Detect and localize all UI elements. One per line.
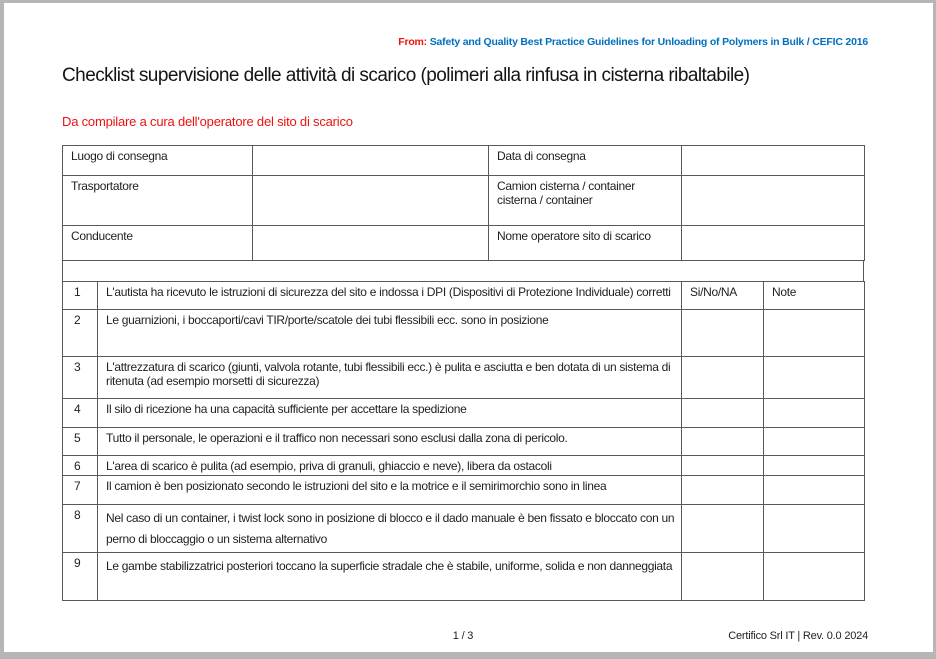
note-cell[interactable] [764,399,865,428]
table-row [63,456,865,476]
from-label: From: [398,36,427,48]
answer-cell[interactable] [682,310,764,357]
table-row [63,146,865,176]
info-label-conducente: Conducente [63,226,253,261]
row-description: Le gambe stabilizzatrici posteriori toccano la superficie stradale che è stabile, uniforme, solida e non danneggiata [98,553,682,601]
checklist-table [62,281,865,601]
footer-page-number: 1 / 3 [452,630,474,642]
source-reference-line [398,36,868,48]
info-label-camion-cisterna: Camion cisterna / container cisterna / container [489,176,682,226]
note-cell[interactable] [764,553,865,601]
info-label-nome-operatore: Nome operatore sito di scarico [489,226,682,261]
row-number: 5 [63,428,98,456]
info-value-camion-cisterna[interactable] [682,176,865,226]
answer-cell[interactable] [682,428,764,456]
row-description: Nel caso di un container, i twist lock sono in posizione di blocco e il dado manuale è ben fissato e bloccato con un perno di bloccaggio o un sistema alternativo [98,505,682,553]
table-row [63,310,865,357]
page-title: Checklist supervisione delle attività di scarico (polimeri alla rinfusa in cisterna ribaltabile) [62,65,750,86]
row-number: 4 [63,399,98,428]
answer-cell[interactable] [682,399,764,428]
note-header: Note [764,282,865,310]
row-number: 1 [63,282,98,310]
row-description: Il camion è ben posizionato secondo le istruzioni del sito e la motrice e il semirimorchio sono in linea [98,476,682,505]
info-value-nome-operatore[interactable] [682,226,865,261]
row-description: L'area di scarico è pulita (ad esempio, priva di granuli, ghiaccio e neve), libera da ostacoli [98,456,682,476]
spacer-row [62,261,864,281]
table-row [63,553,865,601]
note-cell[interactable] [764,476,865,505]
info-label-trasportatore: Trasportatore [63,176,253,226]
answer-cell[interactable] [682,553,764,601]
answer-cell[interactable] [682,505,764,553]
table-row [63,357,865,399]
row-description: Le guarnizioni, i boccaporti/cavi TIR/porte/scatole dei tubi flessibili ecc. sono in posizione [98,310,682,357]
answer-cell[interactable] [682,476,764,505]
table-row [63,226,865,261]
table-row [63,505,865,553]
delivery-info-table [62,145,865,261]
table-row [63,399,865,428]
row-number: 2 [63,310,98,357]
info-value-conducente[interactable] [253,226,489,261]
note-cell[interactable] [764,310,865,357]
note-cell[interactable] [764,505,865,553]
row-number: 6 [63,456,98,476]
answer-cell[interactable] [682,456,764,476]
info-value-data-di-consegna[interactable] [682,146,865,176]
row-description: L'attrezzatura di scarico (giunti, valvola rotante, tubi flessibili ecc.) è pulita e asciutta e ben dotata di un sistema di ritenuta (ad esempio morsetti di sicurezza) [98,357,682,399]
row-number: 9 [63,553,98,601]
row-number: 8 [63,505,98,553]
checklist-form [62,145,864,601]
row-number: 7 [63,476,98,505]
info-value-luogo-di-consegna[interactable] [253,146,489,176]
si-no-na-header: Si/No/NA [682,282,764,310]
answer-cell[interactable] [682,357,764,399]
table-row [63,282,865,310]
table-row [63,428,865,456]
source-reference-text: Safety and Quality Best Practice Guidelines for Unloading of Polymers in Bulk / CEFIC 2016 [429,36,868,48]
row-description: Il silo di ricezione ha una capacità sufficiente per accettare la spedizione [98,399,682,428]
note-cell[interactable] [764,456,865,476]
fill-instruction: Da compilare a cura dell'operatore del sito di scarico [62,114,353,129]
row-number: 3 [63,357,98,399]
row-description: Tutto il personale, le operazioni e il traffico non necessari sono esclusi dalla zona di pericolo. [98,428,682,456]
info-label-luogo-di-consegna: Luogo di consegna [63,146,253,176]
info-value-trasportatore[interactable] [253,176,489,226]
table-row [63,476,865,505]
row-description: L'autista ha ricevuto le istruzioni di sicurezza del sito e indossa i DPI (Dispositivi di Protezione Individuale) corretti [98,282,682,310]
footer-credit: Certifico Srl IT | Rev. 0.0 2024 [728,630,868,642]
note-cell[interactable] [764,428,865,456]
table-row [63,176,865,226]
note-cell[interactable] [764,357,865,399]
info-label-data-di-consegna: Data di consegna [489,146,682,176]
